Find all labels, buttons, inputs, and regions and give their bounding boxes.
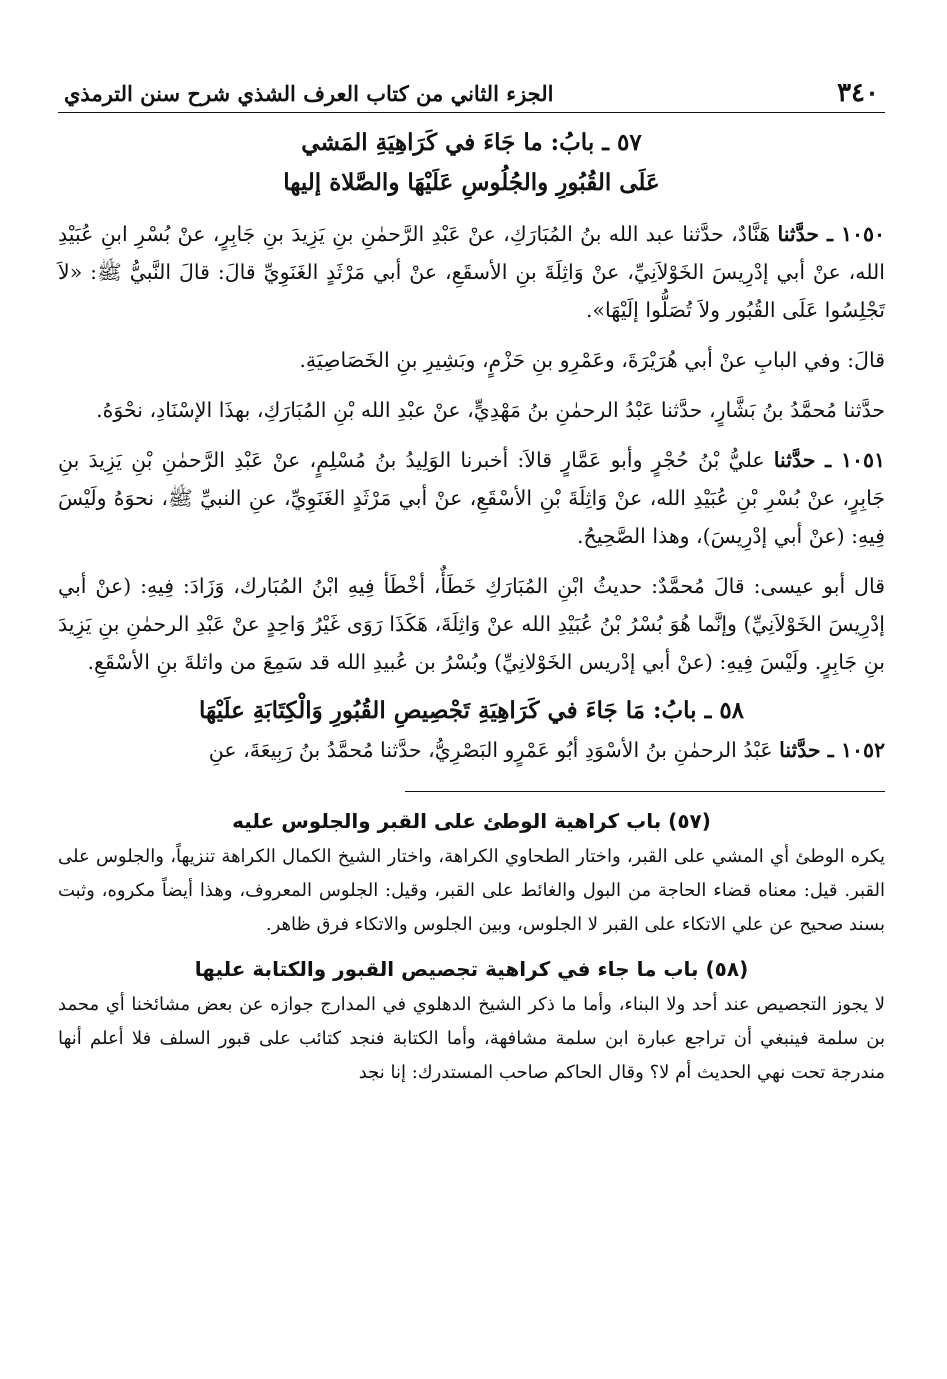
hadith-1050-isnad: حدَّثنا مُحمَّدُ بنُ بَشَّارٍ، حدَّثنا عَبْدُ الرحمٰنِ بنُ مَهْدِيٍّ، عنْ عبْدِ الله بْنِ المُبَارَكِ، بهذَا الإسْنَادِ، نحْوَهُ. bbox=[96, 398, 885, 422]
hadith-1051-number: ١٠٥١ ـ حدَّثنا bbox=[773, 448, 886, 472]
running-title: الجزء الثاني من كتاب العرف الشذي شرح سنن الترمذي bbox=[64, 81, 554, 106]
hadith-1050-number: ١٠٥٠ ـ حدَّثنا bbox=[777, 222, 885, 246]
hadith-1051-text: عليُّ بْنُ حُجْرٍ وأبو عَمَّارٍ قالاَ: أخبرنا الوَلِيدُ بنُ مُسْلِمٍ، عنْ عَبْدِ الرَّحمٰنِ بْنِ يَزِيدَ بنِ جَابِرٍ، عنْ بُسْرِ بْنِ عُبَيْدِ الله، عنْ وَاثِلَةَ بْنِ الأسْقَعِ، عنْ أبي مَرْثَدٍ الغَنَوِيِّ، عنِ النبيِّ ﷺ، نحوَهُ ولَيْسَ فِيهِ: (عنْ أبي إدْرِيسَ)، وهذا الصَّحِيحُ. bbox=[58, 448, 885, 548]
chapter-57-title-line2: عَلَى القُبُورِ والجُلُوسِ عَلَيْهَا والصَّلاة إليها bbox=[283, 169, 660, 196]
page-number: ٣٤٠ bbox=[837, 78, 879, 108]
chapter-57-title-line1: ٥٧ ـ بابُ: ما جَاءَ في كَرَاهِيَةِ المَشي bbox=[301, 129, 642, 156]
note-57-title: (٥٧) باب كراهية الوطئ على القبر والجلوس عليه bbox=[232, 809, 711, 833]
note-58-text: لا يجوز التجصيص عند أحد ولا البناء، وأما ما ذكر الشيخ الدهلوي في المدارج جوازه عن بعض مشائخنا أي محمد بن سلمة فينبغي أن تراجع عبارة ابن سلمة مشافهة، وأما الكتابة فنجد كتائب على قبور السلف فلا أعلم أنها مندرجة تحت نهي الحديث أم لا؟ وقال الحاكم صاحب المستدرك: إنا نجد bbox=[58, 994, 885, 1083]
note-57-text: يكره الوطئ أي المشي على القبر، واختار الطحاوي الكراهة، واختار الشيخ الكمال الكراهة تنزيهاً، والجلوس على القبر. قيل: معناه قضاء الحاجة من البول والغائط على القبر، وقيل: الجلوس المعروف، وهذا أيضاً مكروه، وثبت بسند صحيح عن علي الاتكاء على القبر لا الجلوس، وبين الجلوس والاتكاء فرق ظاهر. bbox=[58, 846, 885, 935]
hadith-1051-comment: قال أبو عيسى: قالَ مُحمَّدٌ: حديثُ ابْنِ المُبَارَكِ خَطَأٌ، أخْطَأ فِيهِ ابْنُ المُبَارك، وَزَادَ: فِيهِ: (عنْ أبي إدْرِيسَ الخَوْلاَنِيِّ) وإنَّما هُوَ بُسْرُ بْنُ عُبَيْدِ الله عنْ وَاثِلَةَ، هَكَذَا رَوَى غَيْرُ وَاحِدٍ عنْ عَبْدِ الرحمٰنِ بنِ يَزِيدَ بنِ جَابِرٍ. ولَيْسَ فِيهِ: (عنْ أبي إدْريس الخَوْلانِيِّ) وبُسْرُ بن عُبيدِ الله قد سَمِعَ من واثلةَ بنِ الأسْقَعِ. bbox=[58, 574, 885, 674]
chapter-57-title bbox=[58, 123, 885, 203]
footnote-divider bbox=[405, 791, 885, 792]
hadith-1052-text: عَبْدُ الرحمٰنِ بنُ الأسْوَدِ أبُو عَمْرٍو البَصْرِيُّ، حدَّثنا مُحمَّدُ بنُ رَبِيعَةَ، عنِ bbox=[208, 738, 780, 762]
hadith-1052 bbox=[58, 731, 885, 769]
hadith-1050-bab: قالَ: وفي البابِ عنْ أبي هُرَيْرَةَ، وعَمْرِو بنِ حَزْمٍ، وبَشِيرِ بنِ الخَصَاصِيَةِ. bbox=[299, 348, 885, 372]
hadith-1051 bbox=[58, 441, 885, 555]
chapter-58-title-line: ٥٨ ـ بابُ: مَا جَاءَ في كَرَاهِيَةِ تَجْصِيصِ القُبُورِ وَالْكِتَابَةِ علَيْهَا bbox=[198, 697, 745, 724]
hadith-1050-text: هَنَّادٌ، حدَّثنا عبد الله بنُ المُبَارَكِ، عنْ عَبْدِ الرَّحمٰنِ بنِ يَزِيدَ بنِ جَابِرٍ، عنْ بُسْرِ ابنِ عُبَيْدِ الله، عنْ أبي إدْرِيسَ الخَوْلاَنِيِّ، عنْ وَاثِلَةَ بنِ الأسقَعِ، عنْ أبي مَرْثَدٍ الغَنَوِيِّ قالَ: قالَ النَّبيُّ ﷺ: «لاَ تَجْلِسُوا عَلَى القُبُور ولاَ تُصَلُّوا إلَيْهَا». bbox=[58, 222, 885, 322]
page-header bbox=[58, 78, 885, 113]
note-58-title: (٥٨) باب ما جاء في كراهية تجصيص القبور والكتابة عليها bbox=[194, 957, 749, 981]
hadith-1050 bbox=[58, 215, 885, 329]
chapter-58-title bbox=[58, 691, 885, 731]
hadith-1052-number: ١٠٥٢ ـ حدَّثنا bbox=[779, 738, 885, 762]
